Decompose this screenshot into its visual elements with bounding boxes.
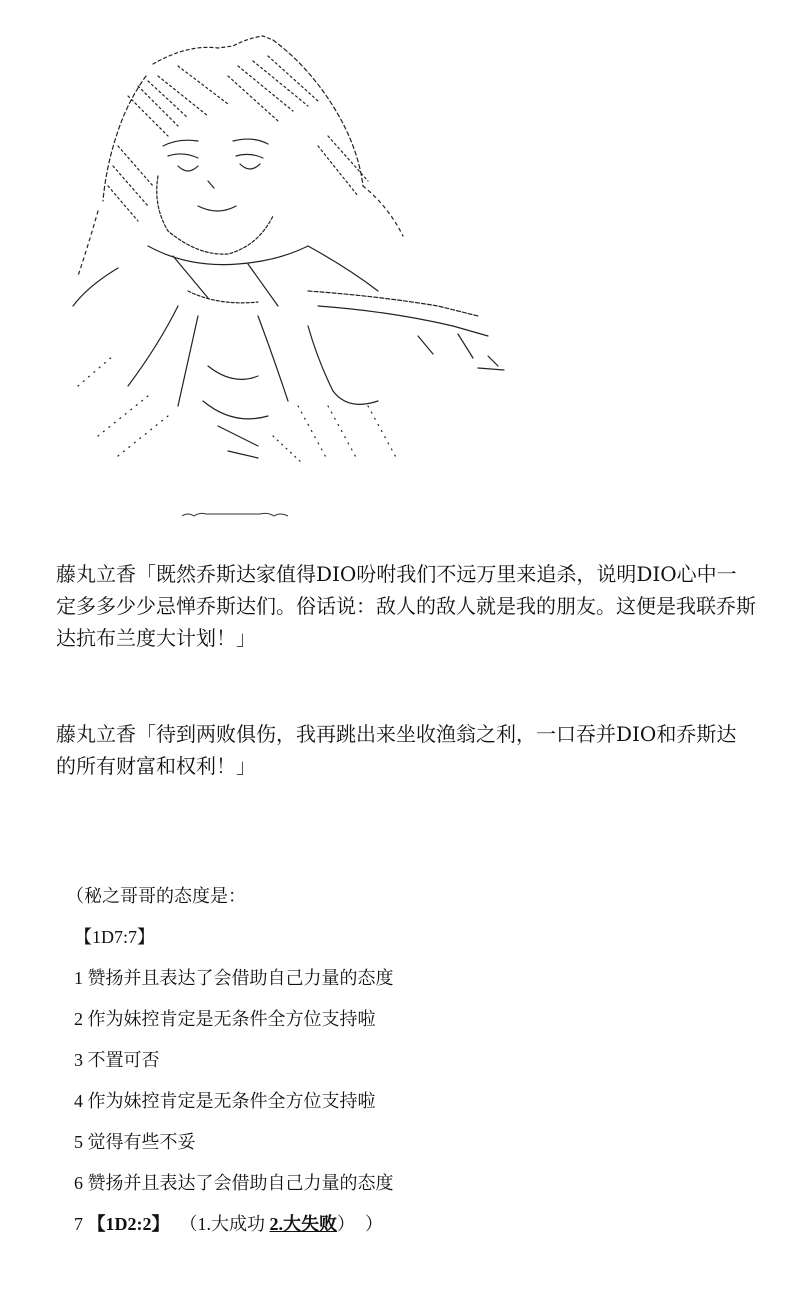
option-number: 5 xyxy=(74,1132,83,1152)
speaker-name: 藤丸立香 xyxy=(56,722,136,746)
sub-roll-result: 【1D2:2】 xyxy=(87,1214,170,1234)
option-item xyxy=(66,1163,766,1204)
sub-roll-outcome: 2.大失败 xyxy=(269,1214,337,1234)
sub-roll-open: （1.大成功 xyxy=(179,1214,270,1234)
option-number: 2 xyxy=(74,1009,83,1029)
option-number: 7 xyxy=(74,1214,83,1234)
option-text: 不置可否 xyxy=(87,1050,160,1070)
option-text: 作为妹控肯定是无条件全方位支持啦 xyxy=(87,1009,376,1029)
dice-roll-result: 【1D7:7】 xyxy=(74,927,155,947)
dialogue-block xyxy=(56,558,756,654)
dialogue-text: 「待到两败俱伤，我再跳出来坐收渔翁之利，一口吞并DIO和乔斯达的所有财富和权利！」 xyxy=(56,722,737,778)
dialogue-block xyxy=(56,718,756,782)
vote-section xyxy=(66,876,766,1245)
option-text: 赞扬并且表达了会借助自己力量的态度 xyxy=(87,1173,394,1193)
ascii-art-illustration xyxy=(58,6,518,486)
option-text: 觉得有些不妥 xyxy=(87,1132,196,1152)
option-number: 6 xyxy=(74,1173,83,1193)
option-item xyxy=(66,999,766,1040)
vote-intro: （秘之哥哥的态度是： xyxy=(66,886,246,906)
option-item xyxy=(66,958,766,999)
option-text: 作为妹控肯定是无条件全方位支持啦 xyxy=(87,1091,376,1111)
option-item xyxy=(66,1122,766,1163)
option-item xyxy=(66,1040,766,1081)
ascii-art-ground-line xyxy=(180,506,290,520)
option-close: ） xyxy=(365,1214,383,1234)
dialogue-text: 「既然乔斯达家值得DIO吩咐我们不远万里来追杀，说明DIO心中一定多多少少忌惮乔斯达们。俗话说：敌人的敌人就是我的朋友。这便是我联乔斯达抗布兰度大计划！」 xyxy=(56,562,756,650)
option-number: 1 xyxy=(74,968,83,988)
option-number: 3 xyxy=(74,1050,83,1070)
option-item xyxy=(66,1081,766,1122)
sub-roll-close: ） xyxy=(337,1214,355,1234)
option-text: 赞扬并且表达了会借助自己力量的态度 xyxy=(87,968,394,988)
speaker-name: 藤丸立香 xyxy=(56,562,136,586)
option-number: 4 xyxy=(74,1091,83,1111)
option-item-selected xyxy=(66,1204,766,1245)
